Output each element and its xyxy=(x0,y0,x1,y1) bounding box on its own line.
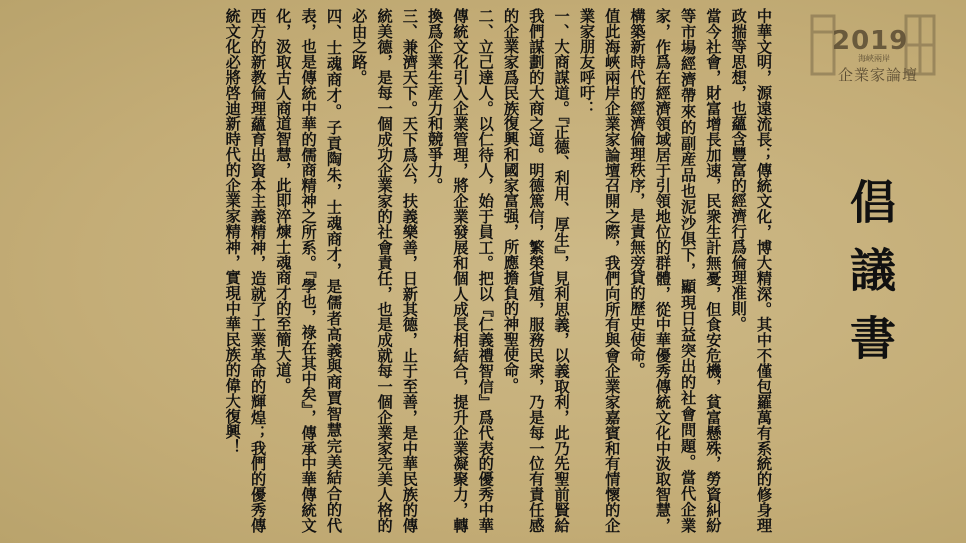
logo-subtitle: 海峽兩岸 xyxy=(858,54,890,63)
paragraph-intro: 中華文明，源遠流長；傳統文化，博大精深。其中不僅包羅萬有系統的修身理政揣等思想，也蘊含豐富的經濟行爲倫理准則。 xyxy=(729,8,773,533)
logo-year: 2019 xyxy=(832,26,909,56)
paragraph-point-3: 三、兼濟天下。天下爲公，扶義樂善，日新其德，止于至善，是中華民族的傳統美德，是每一個成功企業家的社會責任，也是成就每一個企業家完美人格的必由之路。 xyxy=(350,8,419,533)
paragraph-point-2: 二、立己達人。以仁待人，始于員工。把以『仁義禮智信』爲代表的優秀中華傳統文化引入企業管理，將企業發展和個人成長相結合，提升企業凝聚力，轉換爲企業生産力和競爭力。 xyxy=(426,8,495,533)
paragraph-appeal: 值此海峽兩岸企業家論壇召開之際，我們向所有與會企業家嘉賓和有情懷的企業家朋友呼吁： xyxy=(577,8,622,533)
paragraph-point-1: 一、大商謀道。『正德、利用、厚生』，見利思義，以義取利，此乃先聖前賢給我們謀劃的大商之道。明德篤信，繁榮貨殖，服務民衆，乃是每一位有責任感的企業家爲民族復興和國家富强，所應擔負的神聖使命。 xyxy=(502,8,571,533)
paragraph-society: 當今社會，財富增長加速，民衆生計無憂，但食安危機，貧富懸殊，勞資糾紛等市場經濟帶來的副産品也泥沙俱下，顯現日益突出的社會問題。當代企業家，作爲在經濟領域居于引領地位的群體，從中華優秀傳統文化中汲取智慧，構築新時代的經濟倫理秩序，是責無旁貸的歷史使命。 xyxy=(628,8,723,533)
paragraph-conclusion: 西方的新教倫理蘊育出資本主義精神，造就了工業革命的輝煌；我們的優秀傳統文化必將啓迪新時代的企業家精神，實現中華民族的偉大復興！ xyxy=(223,8,268,533)
proposal-body xyxy=(219,8,776,533)
logo-name: 企業家論壇 xyxy=(838,66,919,84)
paragraph-point-4: 四、士魂商才。子貢陶朱，士魂商才，是儒者高義與商賈智慧完美結合的代表，也是傳統中華的儒商精神之所系。『學也，祿在其中矣』，傳承中華傳統文化，汲取古人商道智慧，此即淬煉士魂商才的至簡大道。 xyxy=(274,8,343,533)
document-title: 倡議書 xyxy=(843,178,897,382)
forum-logo xyxy=(808,12,938,84)
